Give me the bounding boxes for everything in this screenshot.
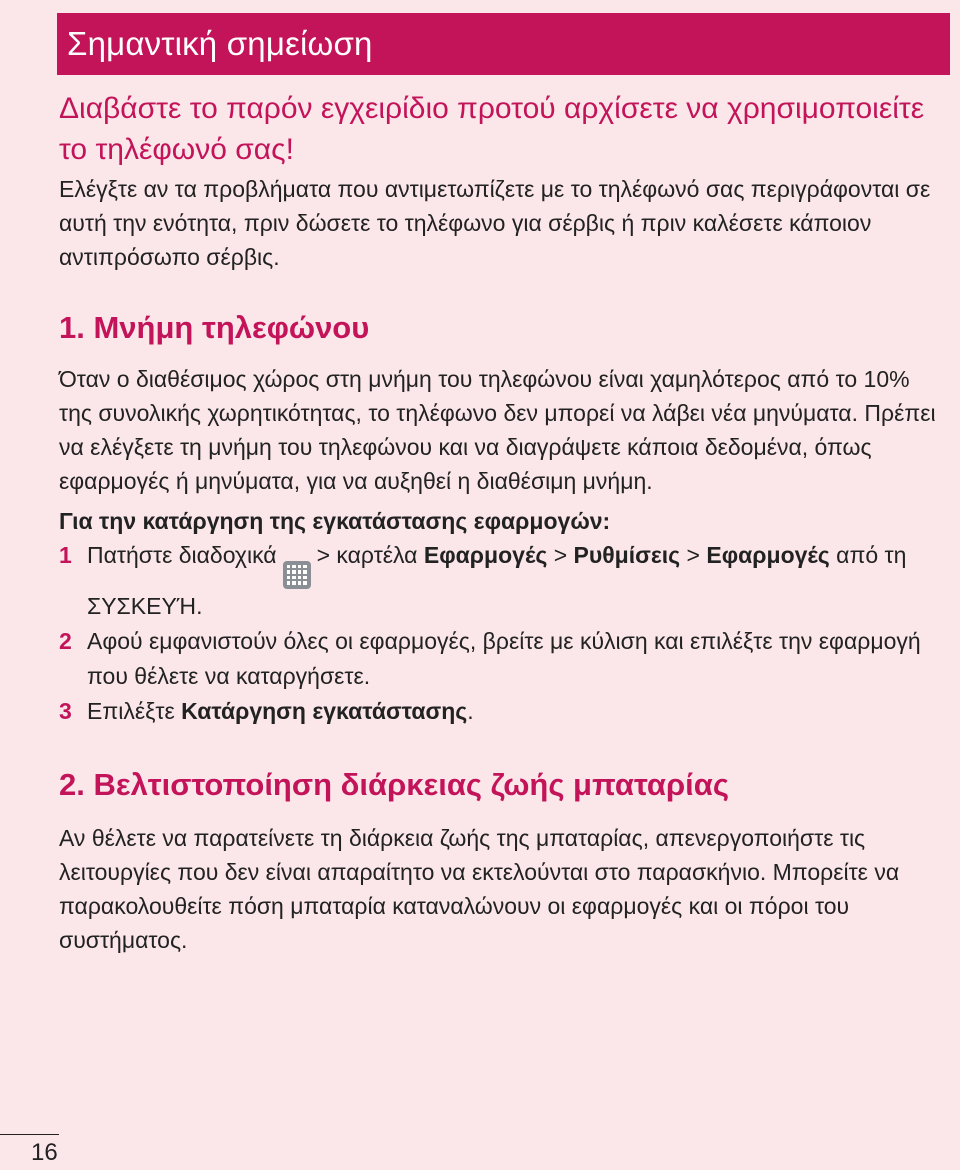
step-bold-term: Κατάργηση εγκατάστασης bbox=[181, 697, 468, 724]
step-bold-term: Εφαρμογές bbox=[706, 542, 830, 568]
intro-subtitle: Διαβάστε το παρόν εγχειρίδιο προτού αρχίσετε να χρησιμοποιείτε το τηλέφωνό σας! bbox=[59, 92, 925, 166]
step-number: 1 bbox=[59, 542, 72, 568]
page-banner-title: Σημαντική σημείωση bbox=[57, 13, 950, 75]
document-content bbox=[59, 88, 944, 957]
footer-divider bbox=[0, 1134, 59, 1135]
intro-paragraph: Ελέγξτε αν τα προβλήματα που αντιμετωπίζετε με το τηλέφωνό σας περιγράφονται σε αυτή την ενότητα, πριν δώσετε το τηλέφωνο για σέρβις ή πριν καλέσετε κάποιον αντιπρόσωπο σέρβις. bbox=[59, 176, 931, 270]
step-bold-term: Εφαρμογές bbox=[423, 542, 548, 568]
section-1-heading: 1. Μνήμη τηλεφώνου bbox=[59, 310, 370, 345]
step-3 bbox=[59, 694, 944, 729]
step-text: Αφού εμφανιστούν όλες οι εφαρμογές, βρείτε με κύλιση και επιλέξτε την εφαρμογή που θέλετε να καταργήσετε. bbox=[87, 627, 921, 689]
step-text: Επιλέξτε bbox=[87, 697, 175, 724]
step-text: > καρτέλα bbox=[316, 542, 418, 568]
step-number: 3 bbox=[59, 697, 72, 724]
apps-grid-icon bbox=[283, 561, 311, 589]
uninstall-steps bbox=[59, 538, 944, 729]
section-1-paragraph: Όταν ο διαθέσιμος χώρος στη μνήμη του τηλεφώνου είναι χαμηλότερος από το 10% της συνολικής χωρητικότητας, το τηλέφωνο δεν μπορεί να λάβει νέα μηνύματα. Πρέπει να ελέγξετε τη μνήμη του τηλεφώνου και να διαγράψετε κάποια δεδομένα, όπως εφαρμογές ή μηνύματα, για να αυξηθεί η διαθέσιμη μνήμη. bbox=[59, 366, 936, 494]
page-number: 16 bbox=[31, 1139, 58, 1166]
step-text: από τη ΣΥΣΚΕΥΉ. bbox=[87, 542, 907, 619]
section-2-heading: 2. Βελτιστοποίηση διάρκειας ζωής μπαταρίας bbox=[59, 766, 729, 802]
step-text: Πατήστε διαδοχικά bbox=[87, 542, 277, 568]
step-1 bbox=[59, 538, 944, 624]
step-number: 2 bbox=[59, 627, 72, 654]
step-text: . bbox=[467, 697, 474, 724]
uninstall-lead: Για την κατάργηση της εγκατάστασης εφαρμογών: bbox=[59, 508, 611, 534]
step-2 bbox=[59, 624, 944, 694]
step-separator: > bbox=[553, 542, 568, 568]
step-separator: > bbox=[686, 542, 700, 568]
step-bold-term: Ρυθμίσεις bbox=[573, 542, 681, 568]
section-2-paragraph: Αν θέλετε να παρατείνετε τη διάρκεια ζωής της μπαταρίας, απενεργοποιήστε τις λειτουργίες που δεν είναι απαραίτητο να εκτελούνται στο παρασκήνιο. Μπορείτε να παρακολουθείτε πόση μπαταρία καταναλώνουν οι εφαρμογές και οι πόροι του συστήματος. bbox=[59, 824, 900, 953]
